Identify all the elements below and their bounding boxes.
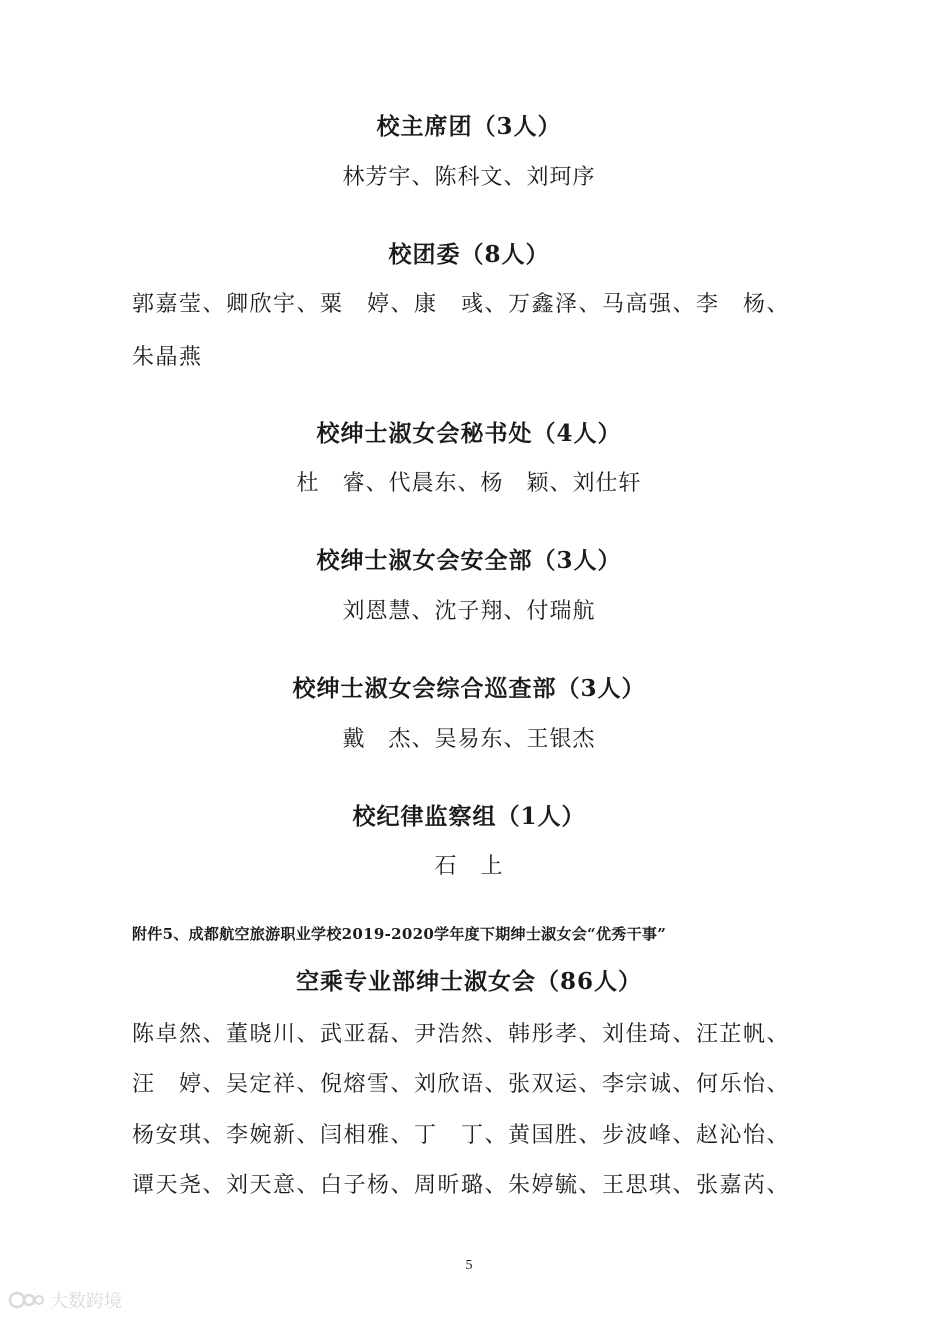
section-names-league-committee-line-1: 郭嘉莹、卿欣宇、粟 婷、康 彧、万鑫泽、马高强、李 杨、 <box>132 292 791 317</box>
section-heading-patrol-dept: 校绅士淑女会综合巡查部（3人） <box>292 675 646 702</box>
watermark <box>8 1287 122 1313</box>
brand-logo-icon <box>8 1288 46 1312</box>
section-names-discipline-group: 石 上 <box>434 854 504 879</box>
section-names-patrol-dept: 戴 杰、吴易东、王银杰 <box>342 727 596 752</box>
attachment-names-line-4: 谭天尧、刘天意、白子杨、周昕璐、朱婷毓、王思琪、张嘉芮、 <box>132 1173 791 1198</box>
section-names-secretariat: 杜 睿、代晨东、杨 颖、刘仕轩 <box>296 471 642 496</box>
section-names-security-dept: 刘恩慧、沈子翔、付瑞航 <box>342 599 596 624</box>
attachment-title: 附件5、成都航空旅游职业学校2019-2020学年度下期绅士淑女会“优秀干事” <box>132 925 667 943</box>
section-heading-presidium: 校主席团（3人） <box>376 113 562 140</box>
section-heading-security-dept: 校绅士淑女会安全部（3人） <box>316 547 622 574</box>
section-names-league-committee-line-2: 朱晶燕 <box>132 345 203 370</box>
section-heading-league-committee: 校团委（8人） <box>388 241 550 268</box>
section-names-presidium: 林芳宇、陈科文、刘珂序 <box>342 165 596 190</box>
attachment-names-line-1: 陈卓然、董晓川、武亚磊、尹浩然、韩彤孝、刘佳琦、汪芷帆、 <box>132 1022 791 1047</box>
attachment-names-line-3: 杨安琪、李婉新、闫相雅、丁 丁、黄国胜、步波峰、赵沁怡、 <box>132 1123 791 1148</box>
watermark-text: 大数跨境 <box>50 1291 122 1312</box>
attachment-names-line-2: 汪 婷、吴定祥、倪熔雪、刘欣语、张双运、李宗诚、何乐怡、 <box>132 1072 791 1097</box>
page-number: 5 <box>465 1258 473 1273</box>
attachment-heading: 空乘专业部绅士淑女会（86人） <box>295 968 642 995</box>
section-heading-discipline-group: 校纪律监察组（1人） <box>352 803 586 830</box>
section-heading-secretariat: 校绅士淑女会秘书处（4人） <box>316 420 622 447</box>
